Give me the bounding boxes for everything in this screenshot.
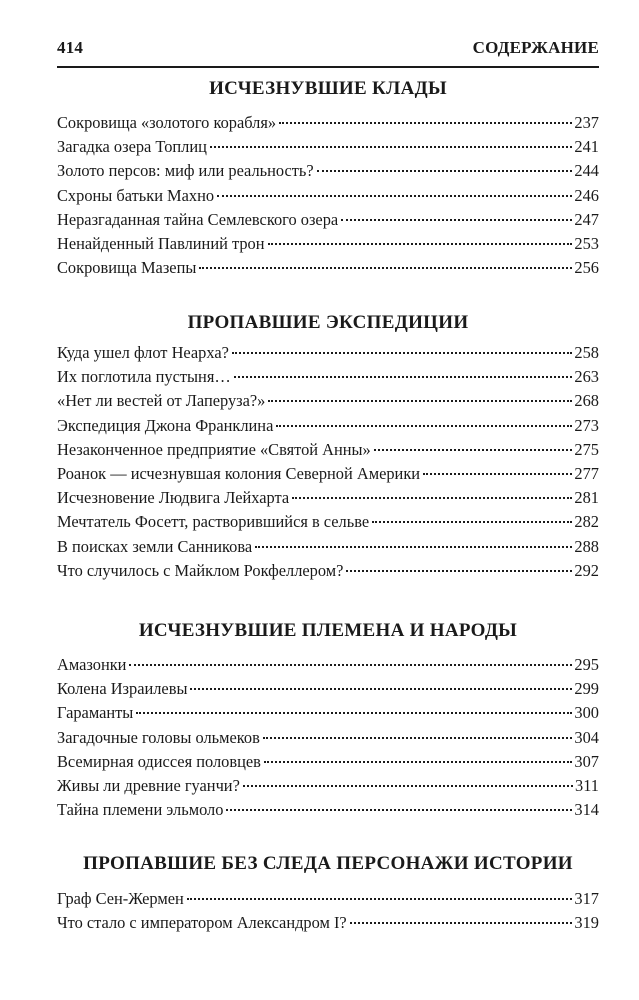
section-title: ИСЧЕЗНУВШИЕ ПЛЕМЕНА И НАРОДЫ	[138, 620, 518, 641]
header-rule	[57, 66, 599, 68]
entry-page: 307	[574, 751, 599, 771]
running-title: СОДЕРЖАНИЕ	[472, 38, 599, 57]
entry-page: 244	[574, 161, 599, 181]
entry-page: 253	[574, 233, 599, 253]
dot-leader	[210, 146, 573, 148]
toc-entry	[57, 561, 599, 585]
toc-entry	[57, 537, 599, 561]
entry-title: Незаконченное предприятие «Святой Анны»	[57, 439, 371, 459]
toc-entry	[57, 800, 599, 824]
entry-title: Исчезновение Людвига Лейхарта	[57, 488, 290, 508]
section-entries	[57, 889, 599, 937]
toc-entry	[57, 343, 599, 367]
dot-leader	[374, 449, 573, 451]
dot-leader	[243, 785, 573, 787]
entry-title: Неразгаданная тайна Семлевского озера	[57, 209, 339, 229]
dot-leader	[232, 352, 573, 354]
entry-title: Что стало с императором Александром I?	[57, 913, 347, 933]
section-entries	[57, 655, 599, 824]
toc-entry	[57, 464, 599, 488]
toc-entry	[57, 679, 599, 703]
dot-leader	[217, 195, 572, 197]
entry-title: Золото персов: миф или реальность?	[57, 161, 314, 181]
entry-title: Граф Сен-Жермен	[57, 889, 184, 908]
entry-page: 299	[574, 679, 599, 699]
dot-leader	[226, 809, 572, 811]
dot-leader	[350, 922, 573, 924]
entry-page: 300	[574, 703, 599, 723]
dot-leader	[276, 425, 572, 427]
dot-leader	[268, 243, 573, 245]
entry-title: Что случилось с Майклом Рокфеллером?	[57, 560, 344, 580]
entry-title: Мечтатель Фосетт, растворившийся в сельве	[57, 512, 370, 532]
entry-title: «Нет ли вестей от Лаперуза?»	[57, 391, 266, 411]
toc-entry	[57, 210, 599, 234]
entry-page: 311	[575, 775, 599, 795]
entry-page: 288	[574, 536, 599, 556]
entry-page: 319	[574, 913, 599, 933]
section-entries	[57, 113, 599, 282]
entry-page: 282	[574, 512, 599, 532]
entry-title: Загадочные головы ольмеков	[57, 727, 260, 747]
entry-title: Амазонки	[57, 655, 127, 674]
entry-title: Гараманты	[57, 703, 134, 723]
entry-page: 277	[574, 463, 599, 483]
entry-page: 268	[574, 391, 599, 411]
dot-leader	[268, 400, 572, 402]
entry-page: 317	[574, 889, 599, 908]
dot-leader	[234, 376, 573, 378]
toc-entry	[57, 234, 599, 258]
entry-title: Ненайденный Павлиний трон	[57, 233, 265, 253]
entry-title: Схроны батьки Махно	[57, 185, 215, 205]
dot-leader	[346, 570, 572, 572]
entry-title: Живы ли древние гуанчи?	[57, 775, 240, 795]
entry-title: В поисках земли Санникова	[57, 536, 253, 556]
dot-leader	[187, 898, 573, 900]
page-number: 414	[57, 38, 84, 57]
section-title: ПРОПАВШИЕ ЭКСПЕДИЦИИ	[187, 312, 469, 333]
entry-page: 241	[574, 137, 599, 157]
entry-page: 258	[574, 343, 599, 362]
toc-entry	[57, 752, 599, 776]
entry-page: 314	[574, 800, 599, 820]
toc-entry	[57, 161, 599, 185]
entry-title: Всемирная одиссея половцев	[57, 751, 261, 771]
toc-entry	[57, 258, 599, 282]
dot-leader	[190, 688, 572, 690]
toc-entry	[57, 889, 599, 913]
toc-entry	[57, 186, 599, 210]
entry-page: 246	[574, 185, 599, 205]
dot-leader	[423, 473, 572, 475]
toc-entry	[57, 913, 599, 937]
toc-entry	[57, 488, 599, 512]
dot-leader	[199, 267, 572, 269]
toc-entry	[57, 440, 599, 464]
section-title: ИСЧЕЗНУВШИЕ КЛАДЫ	[209, 78, 447, 99]
entry-title: Куда ушел флот Неарха?	[57, 343, 229, 362]
entry-page: 273	[574, 415, 599, 435]
entry-page: 292	[574, 560, 599, 580]
entry-page: 275	[574, 439, 599, 459]
dot-leader	[279, 122, 572, 124]
entry-title: Их поглотила пустыня…	[57, 367, 231, 387]
toc-entry	[57, 512, 599, 536]
entry-title: Сокровища Мазепы	[57, 258, 197, 278]
entry-title: Роанок — исчезнувшая колония Северной Америки	[57, 463, 421, 483]
toc-entry	[57, 776, 599, 800]
entry-page: 256	[574, 258, 599, 278]
dot-leader	[264, 761, 573, 763]
toc-entry	[57, 367, 599, 391]
entry-title: Экспедиция Джона Франклина	[57, 415, 274, 435]
dot-leader	[317, 170, 573, 172]
section-title: ПРОПАВШИЕ БЕЗ СЛЕДА ПЕРСОНАЖИ ИСТОРИИ	[83, 853, 573, 874]
entry-page: 247	[574, 209, 599, 229]
toc-entry	[57, 703, 599, 727]
entry-page: 295	[574, 655, 599, 674]
entry-title: Колена Израилевы	[57, 679, 188, 699]
entry-page: 304	[574, 727, 599, 747]
toc-entry	[57, 391, 599, 415]
entry-title: Загадка озера Топлиц	[57, 137, 207, 157]
toc-entry	[57, 728, 599, 752]
entry-title: Сокровища «золотого корабля»	[57, 113, 277, 132]
entry-page: 281	[574, 488, 599, 508]
dot-leader	[136, 712, 572, 714]
dot-leader	[292, 497, 572, 499]
running-header	[57, 38, 599, 58]
toc-entry	[57, 137, 599, 161]
dot-leader	[341, 219, 572, 221]
dot-leader	[129, 664, 572, 666]
section-entries	[57, 343, 599, 585]
toc-entry	[57, 113, 599, 137]
toc-entry	[57, 655, 599, 679]
toc-entry	[57, 416, 599, 440]
dot-leader	[263, 737, 573, 739]
entry-title: Тайна племени эльмоло	[57, 800, 224, 820]
dot-leader	[372, 521, 572, 523]
entry-page: 263	[574, 367, 599, 387]
dot-leader	[255, 546, 572, 548]
entry-page: 237	[574, 113, 599, 132]
